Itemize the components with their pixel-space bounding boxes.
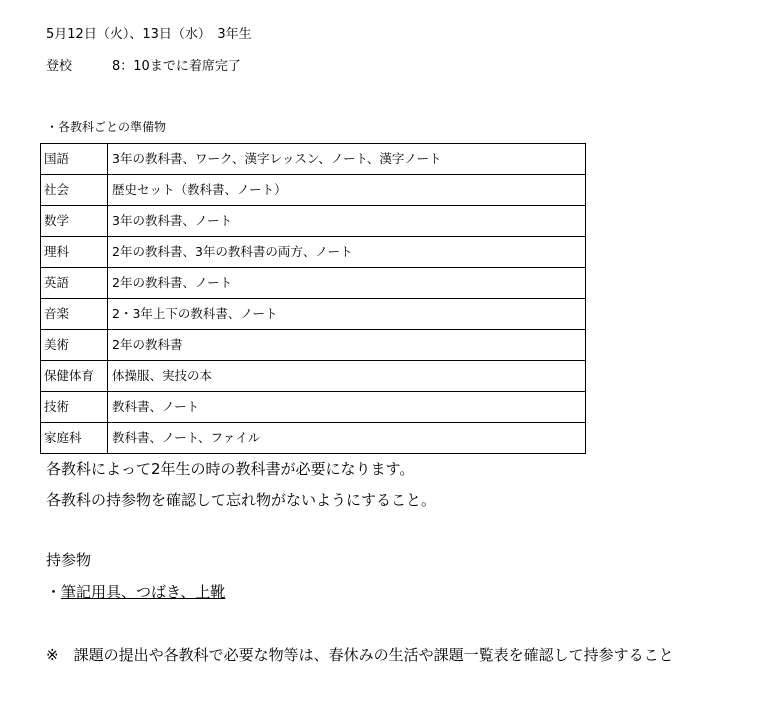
- table-row: [41, 144, 586, 175]
- items-cell: 2年の教科書、3年の教科書の両方、ノート: [108, 237, 586, 268]
- subject-cell: 数学: [41, 206, 108, 237]
- supplies-table: [40, 143, 586, 454]
- table-row: [41, 392, 586, 423]
- table-row: [41, 175, 586, 206]
- subject-cell: 技術: [41, 392, 108, 423]
- table-row: [41, 423, 586, 454]
- subject-cell: 家庭科: [41, 423, 108, 454]
- date-line: 5月12日（火）、13日（水） 3年生: [46, 27, 252, 42]
- subject-cell: 理科: [41, 237, 108, 268]
- arrival-line: [46, 58, 241, 76]
- subject-cell: 保健体育: [41, 361, 108, 392]
- subject-cell: 社会: [41, 175, 108, 206]
- items-cell: 2年の教科書: [108, 330, 586, 361]
- subject-cell: 音楽: [41, 299, 108, 330]
- items-cell: 教科書、ノート、ファイル: [108, 423, 586, 454]
- supplies-title: ・各教科ごとの準備物: [46, 120, 167, 134]
- table-row: [41, 299, 586, 330]
- table-row: [41, 361, 586, 392]
- bullet: ・: [46, 583, 62, 601]
- items-cell: 3年の教科書、ノート: [108, 206, 586, 237]
- arrival-label: 登校: [46, 59, 73, 74]
- table-row: [41, 330, 586, 361]
- belongings-line: [46, 582, 225, 602]
- subject-cell: 美術: [41, 330, 108, 361]
- items-cell: 教科書、ノート: [108, 392, 586, 423]
- belongings-items: 筆記用具、つばき、上靴: [61, 583, 226, 601]
- items-cell: 3年の教科書、ワーク、漢字レッスン、ノート、漢字ノート: [108, 144, 586, 175]
- subject-cell: 英語: [41, 268, 108, 299]
- items-cell: 2年の教科書、ノート: [108, 268, 586, 299]
- note-line-2: 各教科の持参物を確認して忘れ物がないようにすること。: [46, 491, 437, 509]
- table-row: [41, 206, 586, 237]
- table-row: [41, 268, 586, 299]
- table-row: [41, 237, 586, 268]
- items-cell: 歴史セット（教科書、ノート）: [108, 175, 586, 206]
- items-cell: 2・3年上下の教科書、ノート: [108, 299, 586, 330]
- belongings-title: 持参物: [46, 551, 92, 569]
- note-line-1: 各教科によって2年生の時の教科書が必要になります。: [46, 460, 415, 478]
- arrival-text: 8：10までに着席完了: [112, 59, 241, 74]
- items-cell: 体操服、実技の本: [108, 361, 586, 392]
- subject-cell: 国語: [41, 144, 108, 175]
- footnote: ※ 課題の提出や各教科で必要な物等は、春休みの生活や課題一覧表を確認して持参すること: [46, 646, 674, 664]
